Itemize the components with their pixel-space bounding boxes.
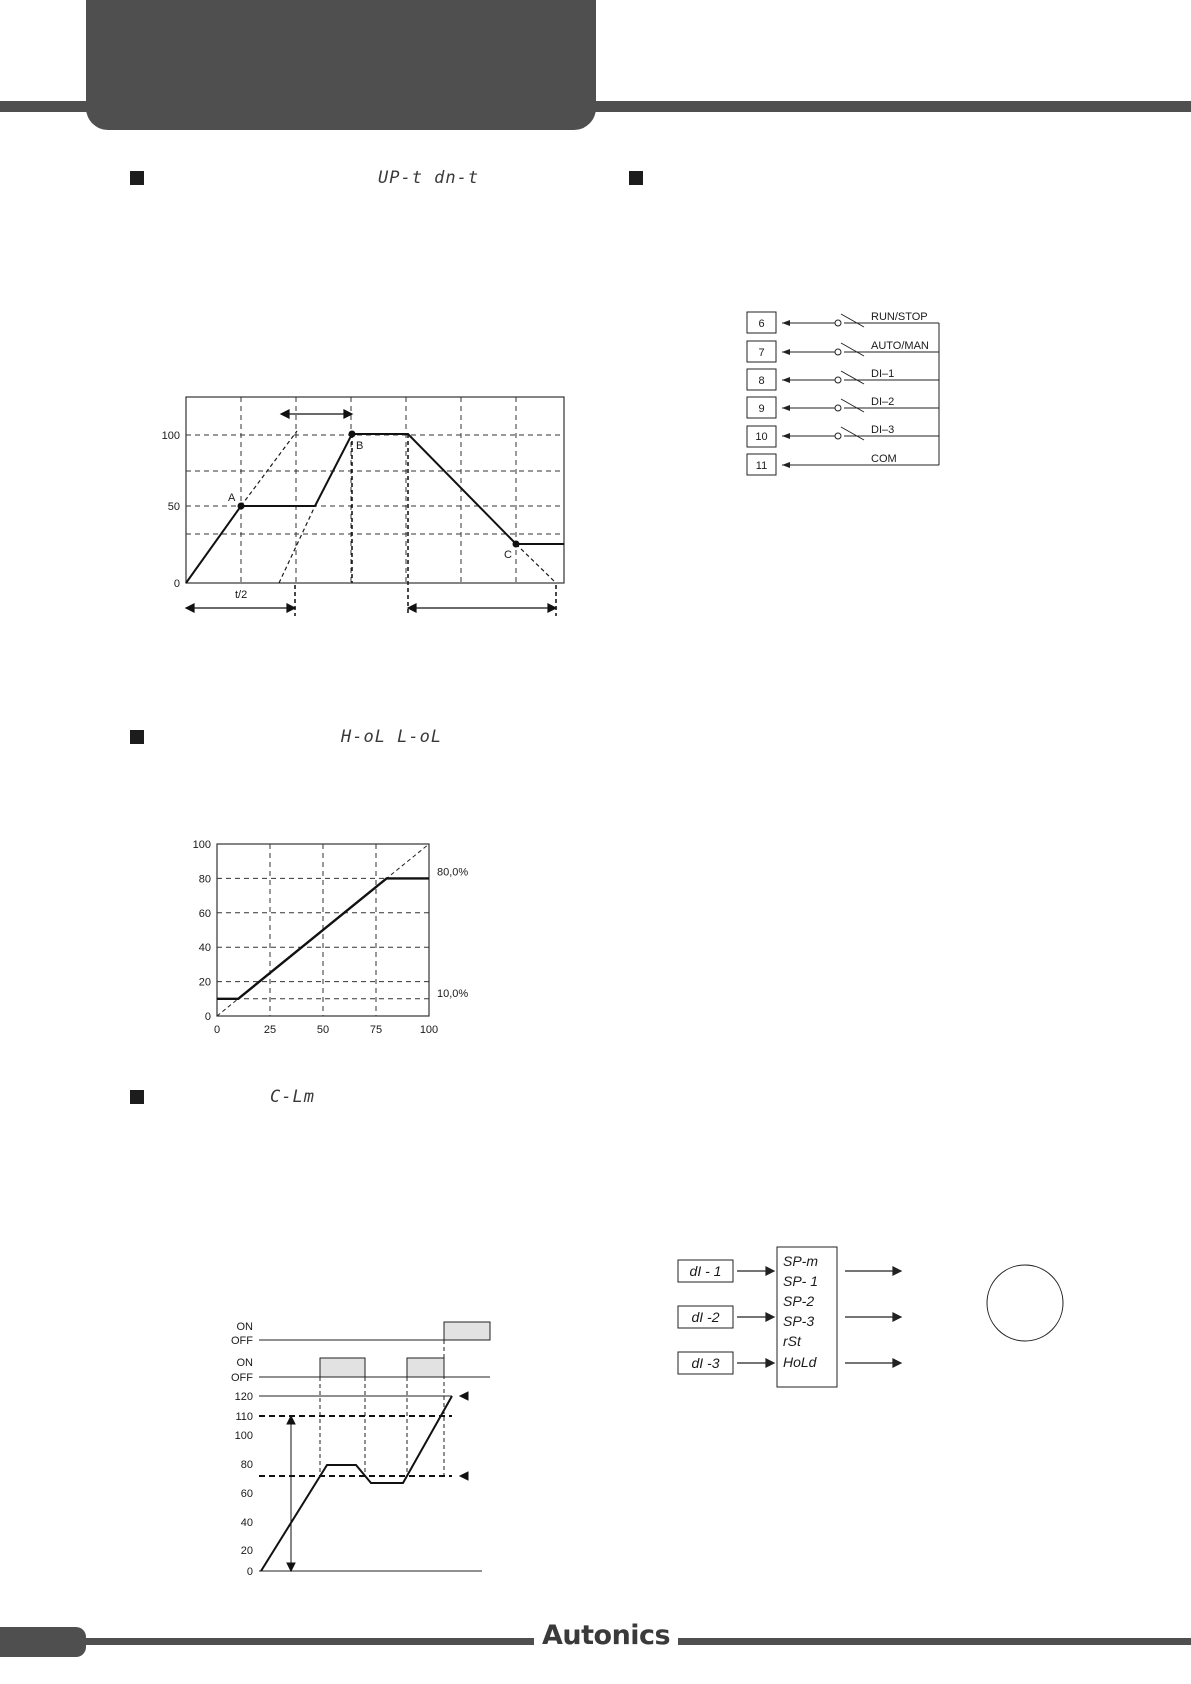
limit-xtick-0: 0: [213, 1024, 221, 1036]
section-bullet-limit: [130, 730, 144, 744]
ramp-ytick-50: 50: [167, 501, 180, 513]
section-bullet-cln: [130, 1090, 144, 1104]
ramp-point-b-label: B: [356, 440, 364, 452]
section-bullet-wiring: [629, 171, 643, 185]
timing-on-label-2: ON: [236, 1357, 253, 1369]
di-3-input: dI -3: [691, 1355, 720, 1371]
ramp-ytick-0: 0: [173, 578, 180, 590]
ramp-ytick-100: 100: [161, 430, 180, 442]
di-2-input: dI -2: [691, 1309, 720, 1325]
wiring-label-run-stop: RUN/STOP: [871, 311, 928, 323]
timing-ytick-120: 120: [234, 1391, 253, 1403]
timing-chart: [220, 1310, 500, 1600]
timing-on-label-1: ON: [236, 1321, 253, 1333]
timing-ytick-0: 0: [246, 1566, 253, 1578]
timing-ytick-20: 20: [240, 1545, 253, 1557]
section-bullet-ramp: [130, 171, 144, 185]
timing-ytick-100: 100: [234, 1430, 253, 1442]
ramp-chart: [150, 385, 580, 620]
di-1-input: dI - 1: [689, 1263, 722, 1279]
footer-page-tab: [0, 1627, 86, 1657]
limit-ytick-20: 20: [198, 976, 211, 989]
wiring-label-di2: DI–2: [871, 396, 895, 408]
limit-xtick-100: 100: [419, 1024, 439, 1036]
timing-off-label-2: OFF: [231, 1372, 253, 1384]
ramp-point-c-label: C: [504, 549, 512, 561]
limit-ytick-60: 60: [198, 907, 211, 920]
terminal-7: 7: [758, 347, 765, 359]
wiring-label-di1: DI–1: [871, 368, 895, 380]
di-function-diagram: [670, 1240, 1080, 1400]
brand-logo: Autonics: [534, 1620, 678, 1651]
annotation-upper-limit: 80,0%: [437, 866, 469, 879]
terminal-6: 6: [758, 318, 765, 330]
terminal-9: 9: [758, 403, 765, 415]
terminal-10: 10: [755, 431, 768, 443]
limit-parameter-codes: H-oL L-oL: [341, 727, 443, 747]
limit-xtick-50: 50: [316, 1024, 330, 1036]
function-hold: HoLd: [783, 1354, 817, 1370]
function-sp-3: SP-3: [783, 1313, 815, 1329]
limit-ytick-100: 100: [192, 839, 211, 851]
output-limit-chart: [185, 835, 495, 1040]
limit-ytick-40: 40: [198, 942, 211, 955]
header-tab: [86, 0, 596, 130]
terminal-8: 8: [758, 375, 765, 387]
limit-ytick-80: 80: [198, 873, 211, 886]
wiring-label-auto-man: AUTO/MAN: [871, 340, 929, 352]
cln-parameter-code: C-Lm: [270, 1087, 315, 1107]
timing-off-label-1: OFF: [231, 1335, 253, 1347]
ramp-parameter-codes: UP-t dn-t: [378, 168, 480, 188]
wiring-label-com: COM: [871, 453, 897, 465]
timing-ytick-40: 40: [240, 1517, 253, 1529]
limit-xtick-25: 25: [263, 1024, 277, 1036]
timing-ytick-110: 110: [235, 1411, 253, 1423]
function-sp-1: SP- 1: [783, 1273, 819, 1289]
timing-ytick-60: 60: [240, 1488, 253, 1500]
timing-ytick-80: 80: [240, 1459, 253, 1471]
ramp-point-a-label: A: [228, 492, 236, 504]
function-rst: rSt: [783, 1333, 801, 1349]
annotation-lower-limit: 10,0%: [437, 987, 469, 1000]
terminal-11: 11: [755, 460, 768, 472]
limit-xtick-75: 75: [369, 1024, 383, 1036]
ramp-t-half-label: t/2: [235, 589, 248, 601]
function-sp-m: SP-m: [783, 1253, 818, 1269]
function-sp-2: SP-2: [783, 1293, 815, 1309]
wiring-label-di3: DI–3: [871, 424, 895, 436]
digital-input-wiring: [740, 300, 950, 485]
limit-ytick-0: 0: [204, 1011, 211, 1023]
